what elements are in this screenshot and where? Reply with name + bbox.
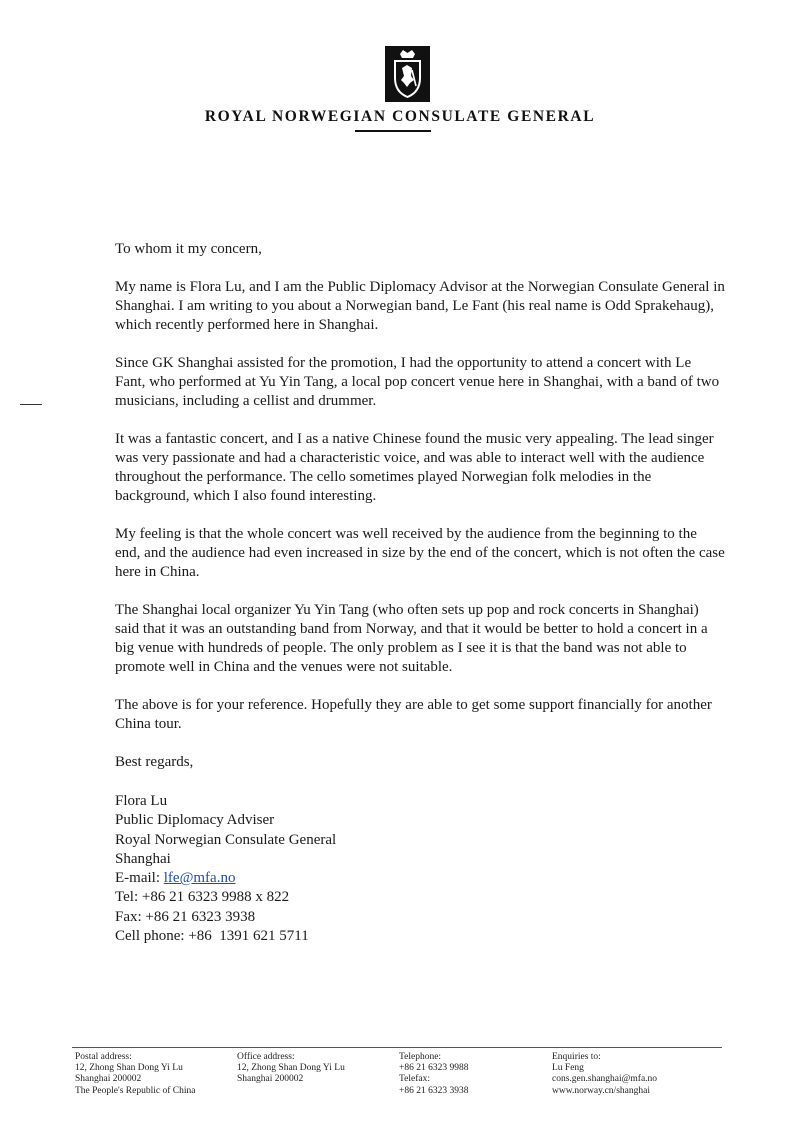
email-link[interactable]: lfe@mfa.no	[163, 870, 236, 887]
footer-line: Shanghai 200002	[237, 1074, 304, 1085]
paragraph: My feeling is that the whole concert was well received by the audience from the beginning to the end, and the audience had even increased in size by the end of the concert, which is not often the case here in China.	[115, 526, 725, 580]
signer-fax: Fax: +86 21 6323 3938	[115, 908, 256, 925]
footer-phone	[399, 1052, 468, 1097]
footer-divider	[72, 1047, 722, 1048]
footer-line: 12, Zhong Shan Dong Yi Lu	[75, 1063, 183, 1074]
signer-title: Public Diplomacy Adviser	[115, 812, 275, 829]
footer-telefax: +86 21 6323 3938	[399, 1085, 469, 1096]
letter-body	[115, 240, 725, 946]
organization-name: ROYAL NORWEGIAN CONSULATE GENERAL	[204, 108, 596, 125]
signer-tel: Tel: +86 21 6323 9988 x 822	[115, 889, 290, 906]
footer-label: Enquiries to:	[552, 1052, 601, 1062]
paragraph: My name is Flora Lu, and I am the Public Diplomacy Advisor at the Norwegian Consulate General in Shanghai. I am writing to you about a Norwegian band, Le Fant (his real name is Odd Sprakehaug), which recently performed here in Shanghai.	[115, 279, 725, 333]
paragraph: The Shanghai local organizer Yu Yin Tang (who often sets up pop and rock concerts in Shanghai) said that it was an outstanding band from Norway, and that it would be better to hold a concert in a big venue with hundreds of people. The only problem as I see it is that the band was not able to promote well in China and the venues were not suitable.	[115, 602, 708, 675]
footer-line: The People's Republic of China	[75, 1085, 196, 1096]
signer-organization: Royal Norwegian Consulate General	[115, 831, 337, 848]
header-divider	[355, 130, 431, 132]
footer-contact-name: Lu Feng	[552, 1063, 584, 1074]
footer-line: Shanghai 200002	[75, 1074, 142, 1085]
paragraph: Since GK Shanghai assisted for the promotion, I had the opportunity to attend a concert with Le Fant, who performed at Yu Yin Tang, a local pop concert venue here in Shanghai, with a band of two musicians, including a cellist and drummer.	[115, 355, 720, 409]
email-label: E-mail:	[115, 870, 164, 887]
norwegian-coat-of-arms-icon	[385, 46, 430, 102]
footer-telephone: +86 21 6323 9988	[399, 1063, 469, 1074]
footer-postal-address	[75, 1052, 195, 1097]
salutation: To whom it my concern,	[115, 241, 262, 257]
footer-label: Telefax:	[399, 1074, 430, 1085]
signer-city: Shanghai	[115, 850, 171, 867]
signer-email-line	[115, 869, 725, 888]
footer-line: 12, Zhong Shan Dong Yi Lu	[237, 1063, 345, 1074]
signer-name: Flora Lu	[115, 793, 168, 809]
footer-enquiries	[552, 1052, 657, 1097]
footer-email: cons.gen.shanghai@mfa.no	[552, 1074, 658, 1085]
footer-website: www.norway.cn/shanghai	[552, 1085, 650, 1096]
footer-label: Postal address:	[75, 1052, 132, 1062]
footer-label: Telephone:	[399, 1052, 442, 1062]
signer-cell: Cell phone: +86 1391 621 5711	[115, 928, 309, 945]
closing: Best regards,	[115, 754, 194, 770]
fold-mark	[20, 404, 42, 405]
paragraph: The above is for your reference. Hopefully they are able to get some support financially for another China tour.	[115, 697, 712, 732]
footer-office-address	[237, 1052, 345, 1086]
paragraph: It was a fantastic concert, and I as a native Chinese found the music very appealing. The lead singer was very passionate and had a characteristic voice, and was able to interact well with the audience throughout the performance. The cello sometimes played Norwegian folk melodies in the background, which I also found interesting.	[115, 431, 714, 504]
signature-block	[115, 792, 725, 946]
footer-label: Office address:	[237, 1052, 295, 1062]
